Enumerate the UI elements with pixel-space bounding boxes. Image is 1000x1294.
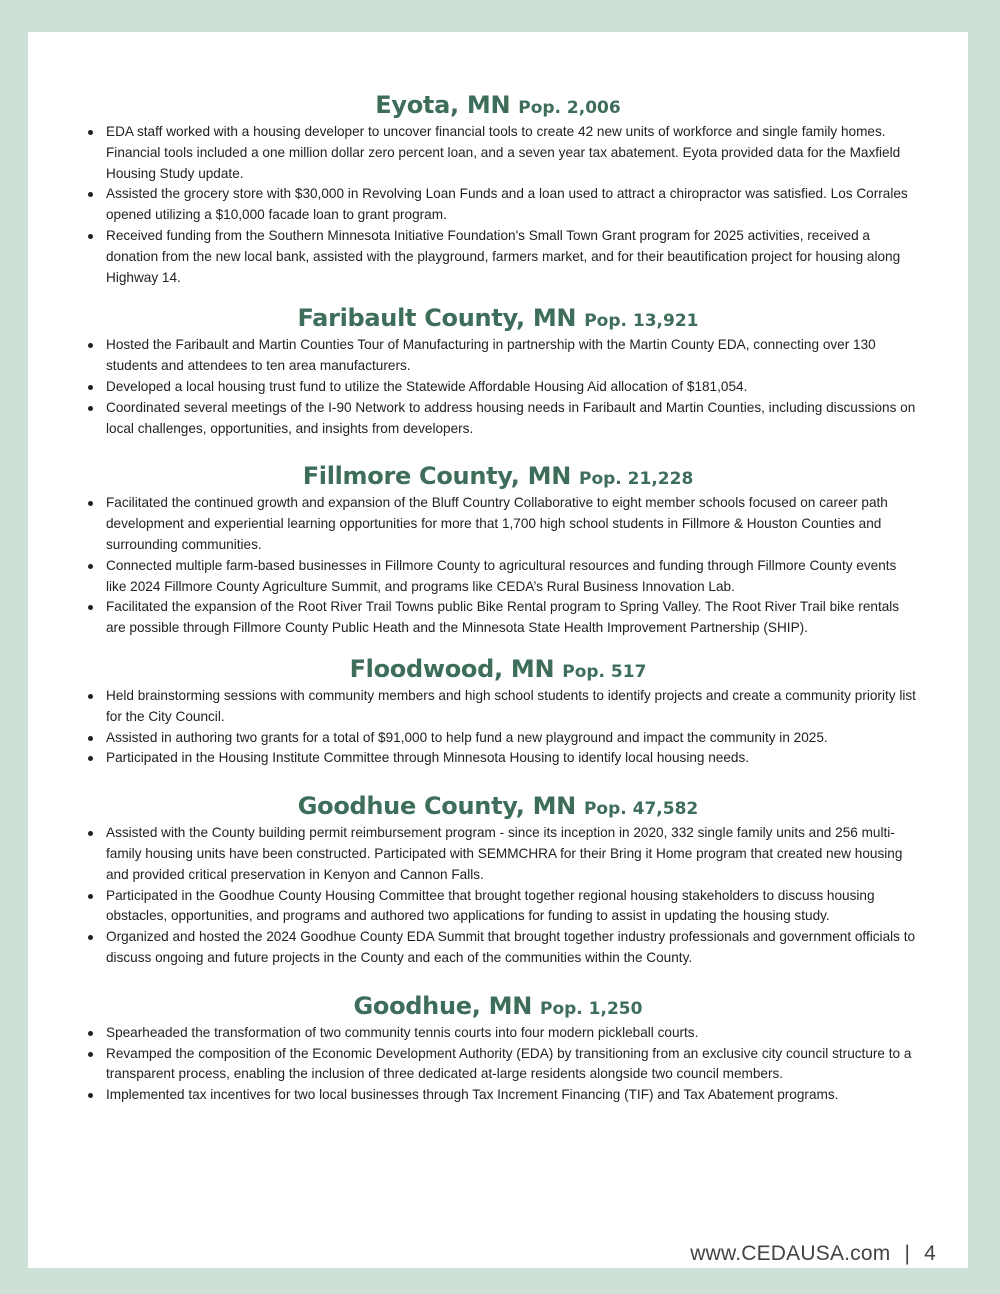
population: Pop. 2,006 [518,98,621,118]
section-goodhue [28,989,968,1106]
list-item: Participated in the Goodhue County Housing Committee that brought together regional housing stakeholders to discuss housing obstacles, opportunities, and programs and authored two applications for funding to assist in updating the housing study. [88,886,918,928]
list-item: Assisted in authoring two grants for a total of $91,000 to help fund a new playground and impact the community in 2025. [88,728,918,749]
list-item: Developed a local housing trust fund to utilize the Statewide Affordable Housing Aid allocation of $181,054. [88,377,918,398]
community-name: Floodwood, MN [349,654,555,683]
section-heading [28,789,968,823]
list-item: Connected multiple farm-based businesses in Fillmore County to agricultural resources and funding through Fillmore County events like 2024 Fillmore County Agriculture Summit, and programs like CEDA’s Rural Business Innovation Lab. [88,556,918,598]
section-eyota [28,88,968,288]
population: Pop. 1,250 [539,998,643,1019]
section-fillmore-county [28,459,968,639]
section-faribault-county [28,301,968,439]
bullet-list [28,686,918,769]
page-footer [690,1242,936,1266]
population: Pop. 21,228 [579,469,694,490]
content [28,88,968,1106]
list-item: Hosted the Faribault and Martin Counties Tour of Manufacturing in partnership with the Martin County EDA, connecting over 130 students and attendees to ten area manufacturers. [88,335,918,377]
website-link[interactable]: www.CEDAUSA.com [690,1242,891,1265]
list-item: Spearheaded the transformation of two community tennis courts into four modern pickleball courts. [88,1023,918,1044]
list-item: Coordinated several meetings of the I-90 Network to address housing needs in Faribault and Martin Counties, including discussions on local challenges, opportunities, and insights from developers. [88,398,918,440]
section-heading [28,652,968,686]
spacer [28,288,968,301]
section-floodwood [28,652,968,769]
community-name: Goodhue County, MN [297,792,576,821]
page [28,32,968,1268]
population: Pop. 47,582 [583,799,699,820]
list-item: EDA staff worked with a housing developer to uncover financial tools to create 42 new units of workforce and single family homes. Financial tools included a one million dollar zero percent loan, and a seven year tax abatement. Eyota provided data for the Maxfield Housing Study update. [88,122,918,184]
community-name: Eyota, MN [375,91,511,119]
footer-separator: | [904,1242,911,1265]
list-item: Received funding from the Southern Minnesota Initiative Foundation's Small Town Grant program for 2025 activities, received a donation from the new local bank, assisted with the playground, farmers market, and for their beautification project for housing along Highway 14. [88,226,918,288]
page-number: 4 [924,1242,936,1265]
bullet-list [28,122,918,288]
list-item: Participated in the Housing Institute Committee through Minnesota Housing to identify local housing needs. [88,748,918,769]
list-item: Implemented tax incentives for two local businesses through Tax Increment Financing (TIF) and Tax Abatement programs. [88,1085,918,1106]
list-item: Assisted with the County building permit reimbursement program - since its inception in 2020, 332 single family units and 256 multi-family housing units have been constructed. Participated with SEMMCHRA for their Bring it Home program that created new housing and provided critical preservation in Kenyon and Cannon Falls. [88,823,918,885]
section-goodhue-county [28,789,968,969]
spacer [28,439,968,459]
list-item: Revamped the composition of the Economic Development Authority (EDA) by transitioning from an exclusive city council structure to a transparent process, enabling the inclusion of three dedicated at-large residents alongside two council members. [88,1044,918,1086]
section-heading [28,88,968,122]
bullet-list [28,823,918,969]
spacer [28,639,968,652]
spacer [28,769,968,789]
spacer [28,969,968,989]
section-heading [28,989,968,1023]
list-item: Held brainstorming sessions with community members and high school students to identify projects and create a community priority list for the City Council. [88,686,918,728]
list-item: Facilitated the expansion of the Root River Trail Towns public Bike Rental program to Spring Valley. The Root River Trail bike rentals are possible through Fillmore County Public Heath and the Minnesota State Health Improvement Partnership (SHIP). [88,597,918,639]
bullet-list [28,1023,918,1106]
list-item: Facilitated the continued growth and expansion of the Bluff Country Collaborative to eight member schools focused on career path development and experiential learning opportunities for more that 1,700 high school students in Fillmore & Houston Counties and surrounding communities. [88,493,918,555]
section-heading [28,459,968,493]
population: Pop. 517 [562,661,647,682]
bullet-list [28,493,918,639]
list-item: Assisted the grocery store with $30,000 in Revolving Loan Funds and a loan used to attract a chiropractor was satisfied. Los Corrales opened utilizing a $10,000 facade loan to grant program. [88,184,918,226]
section-heading [28,301,968,335]
bullet-list [28,335,918,439]
community-name: Faribault County, MN [297,304,577,333]
community-name: Goodhue, MN [353,991,532,1020]
community-name: Fillmore County, MN [302,462,571,491]
list-item: Organized and hosted the 2024 Goodhue County EDA Summit that brought together industry professionals and government officials to discuss ongoing and future projects in the County and each of the communities within the County. [88,927,918,969]
population: Pop. 13,921 [584,311,699,332]
